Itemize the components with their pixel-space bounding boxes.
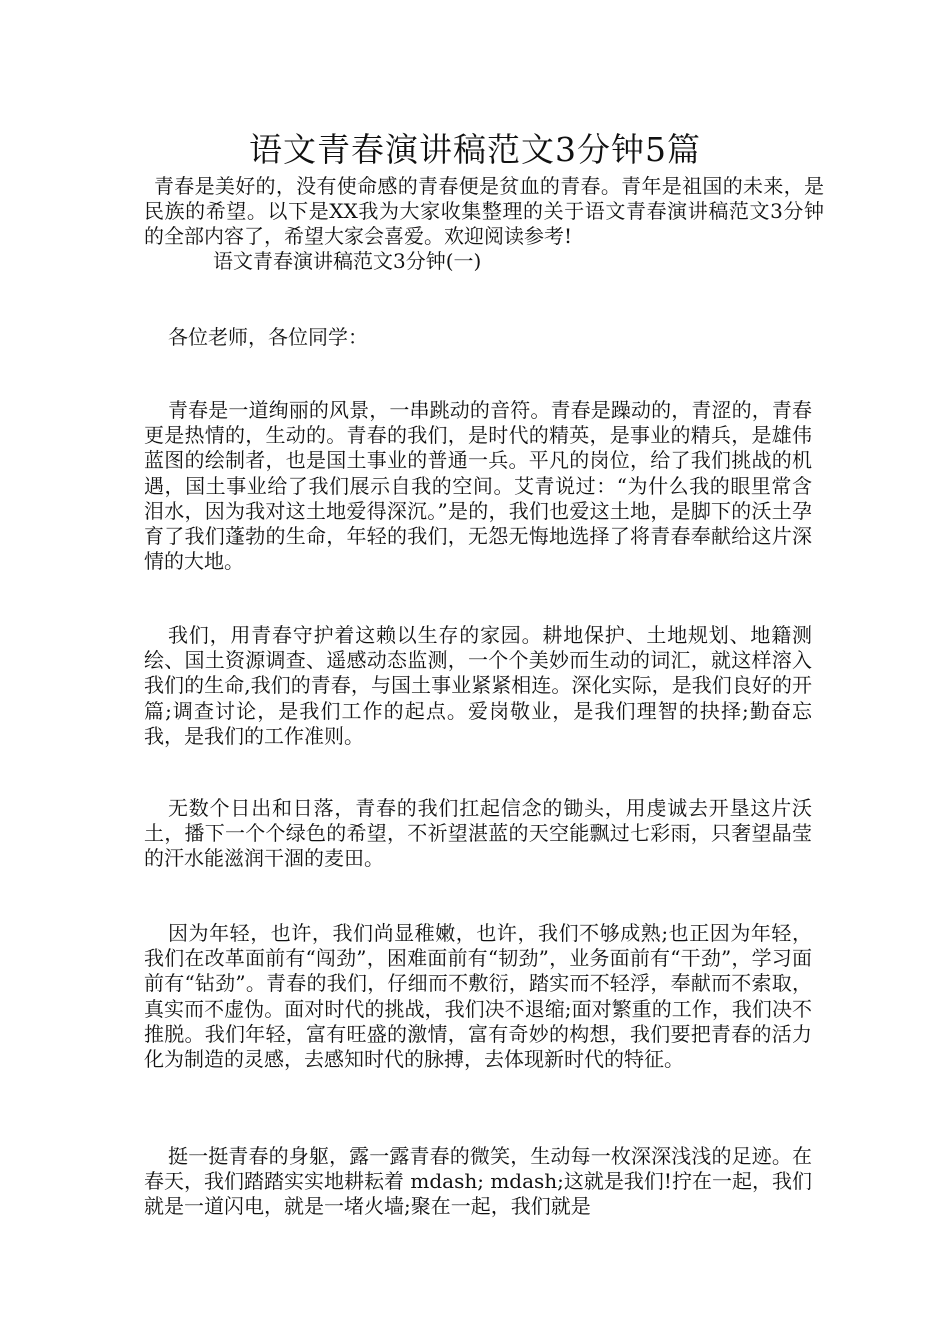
- body-paragraph-2: 我们，用青春守护着这赖以生存的家园。耕地保护、土地规划、地籍测绘、国土资源调查、遥感动态监测，一个个美妙而生动的词汇，就这样溶入我们的生命,我们的青春，与国土事业紧紧相连。深化实际，是我们良好的开篇;调查讨论，是我们工作的起点。爱岗敬业，是我们理智的抉择;勤奋忘我，是我们的工作准则。: [144, 623, 812, 748]
- intro-paragraph: 青春是美好的，没有使命感的青春便是贫血的青春。青年是祖国的未来，是民族的希望。以下是XX我为大家收集整理的关于语文青春演讲稿范文3分钟的全部内容了，希望大家会喜爱。欢迎阅读参考!: [144, 174, 824, 248]
- body-paragraph-1: 青春是一道绚丽的风景，一串跳动的音符。青春是躁动的，青涩的，青春更是热情的，生动的。青春的我们，是时代的精英，是事业的精兵，是雄伟蓝图的绘制者，也是国土事业的普通一兵。平凡的岗位，给了我们挑战的机遇，国土事业给了我们展示自我的空间。艾青说过：“为什么我的眼里常含泪水，因为我对这土地爱得深沉。”是的，我们也爱这土地，是脚下的沃土孕育了我们蓬勃的生命，年轻的我们，无怨无悔地选择了将青春奉献给这片深情的大地。: [144, 398, 812, 574]
- body-paragraph-3: 无数个日出和日落，青春的我们扛起信念的锄头，用虔诚去开垦这片沃土，播下一个个绿色的希望，不祈望湛蓝的天空能飘过七彩雨，只奢望晶莹的汗水能滋润干涸的麦田。: [144, 796, 812, 871]
- section-title: 语文青春演讲稿范文3分钟(一): [213, 249, 482, 273]
- body-paragraph-4: 因为年轻，也许，我们尚显稚嫩，也许，我们不够成熟;也正因为年轻，我们在改革面前有“闯劲”，困难面前有“韧劲”，业务面前有“干劲”，学习面前有“钻劲”。青春的我们，仔细而不敷衍，踏实而不轻浮，奉献而不索取，真实而不虚伪。面对时代的挑战，我们决不退缩;面对繁重的工作，我们决不推脱。我们年轻，富有旺盛的激情，富有奇妙的构想，我们要把青春的活力化为制造的灵感，去感知时代的脉搏，去体现新时代的特征。: [144, 921, 812, 1072]
- greeting-paragraph: 各位老师，各位同学：: [168, 325, 368, 349]
- document-title: 语文青春演讲稿范文3分钟5篇: [249, 130, 701, 169]
- body-paragraph-5: 挺一挺青春的身躯，露一露青春的微笑，生动每一枚深深浅浅的足迹。在春天，我们踏踏实实地耕耘着 mdash; mdash;这就是我们!拧在一起，我们就是一道闪电，就是一堵火墙;聚在一起，我们就是: [144, 1144, 812, 1219]
